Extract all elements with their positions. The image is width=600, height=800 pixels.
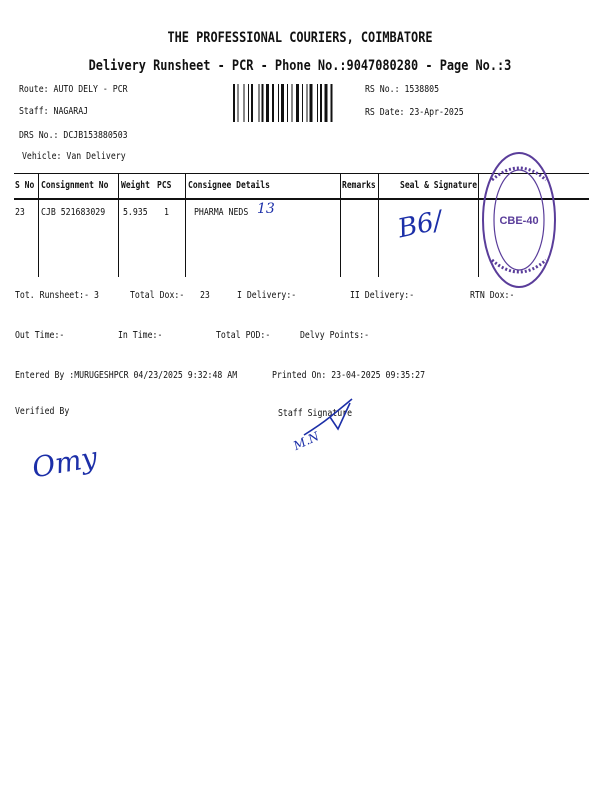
staff-handwriting: M.N xyxy=(291,429,322,453)
header-pcs: PCS xyxy=(157,180,172,191)
out-time: Out Time:- xyxy=(15,330,65,341)
header-consignment: Consignment No xyxy=(41,180,109,191)
delvy-points: Delvy Points:- xyxy=(300,330,370,341)
company-title: THE PROFESSIONAL COURIERS, COIMBATORE xyxy=(167,30,433,46)
total-runsheet: Tot. Runsheet:- 3 xyxy=(15,290,99,301)
delivery-signature: B6/ xyxy=(395,205,446,245)
row-consignee: PHARMA NEDS xyxy=(194,207,249,218)
handwritten-note: 13 xyxy=(257,201,275,217)
verified-by-label: Verified By xyxy=(15,406,70,417)
ii-delivery: II Delivery:- xyxy=(350,290,415,301)
route-text: Route: AUTO DELY - PCR xyxy=(19,84,128,95)
total-dox-value: 23 xyxy=(200,290,210,301)
vehicle-text: Vehicle: Van Delivery xyxy=(22,151,126,162)
header-seal-signature: Seal & Signature xyxy=(400,180,478,191)
entered-by: Entered By :MURUGESHPCR 04/23/2025 9:32:48 AM xyxy=(15,370,238,381)
staff-text: Staff: NAGARAJ xyxy=(19,106,89,117)
rs-number: RS No.: 1538805 xyxy=(365,84,440,95)
staff-signature-label: Staff Signature xyxy=(278,408,353,419)
rs-date: RS Date: 23-Apr-2025 xyxy=(365,107,464,118)
col-divider xyxy=(118,173,119,277)
total-dox-label: Total Dox:- xyxy=(130,290,185,301)
total-pod: Total POD:- xyxy=(216,330,271,341)
barcode-image xyxy=(233,84,358,122)
header-weight: Weight xyxy=(121,180,150,191)
col-divider xyxy=(185,173,186,277)
runsheet-subtitle: Delivery Runsheet - PCR - Phone No.:9047080280 - Page No.:3 xyxy=(88,58,512,74)
staff-signature-scribble xyxy=(300,395,360,440)
row-sno: 23 xyxy=(15,207,25,218)
header-sno: S No xyxy=(15,180,35,191)
stamp-code: CBE-40 xyxy=(499,215,539,227)
i-delivery: I Delivery:- xyxy=(237,290,297,301)
row-pcs: 1 xyxy=(164,207,169,218)
drs-number: DRS No.: DCJB153880503 xyxy=(19,130,128,141)
row-weight: 5.935 xyxy=(123,207,148,218)
rtn-dox: RTN Dox:- xyxy=(470,290,515,301)
verified-signature: Omy xyxy=(29,440,100,485)
seal-stamp xyxy=(480,150,558,290)
header-remarks: Remarks xyxy=(342,180,376,191)
printed-on: Printed On: 23-04-2025 09:35:27 xyxy=(272,370,426,381)
col-divider xyxy=(340,173,341,277)
col-divider xyxy=(38,173,39,277)
col-divider xyxy=(378,173,379,277)
col-divider xyxy=(478,173,479,277)
header-consignee: Consignee Details xyxy=(188,180,270,191)
row-consignment: CJB 521683029 xyxy=(41,207,106,218)
in-time: In Time:- xyxy=(118,330,163,341)
